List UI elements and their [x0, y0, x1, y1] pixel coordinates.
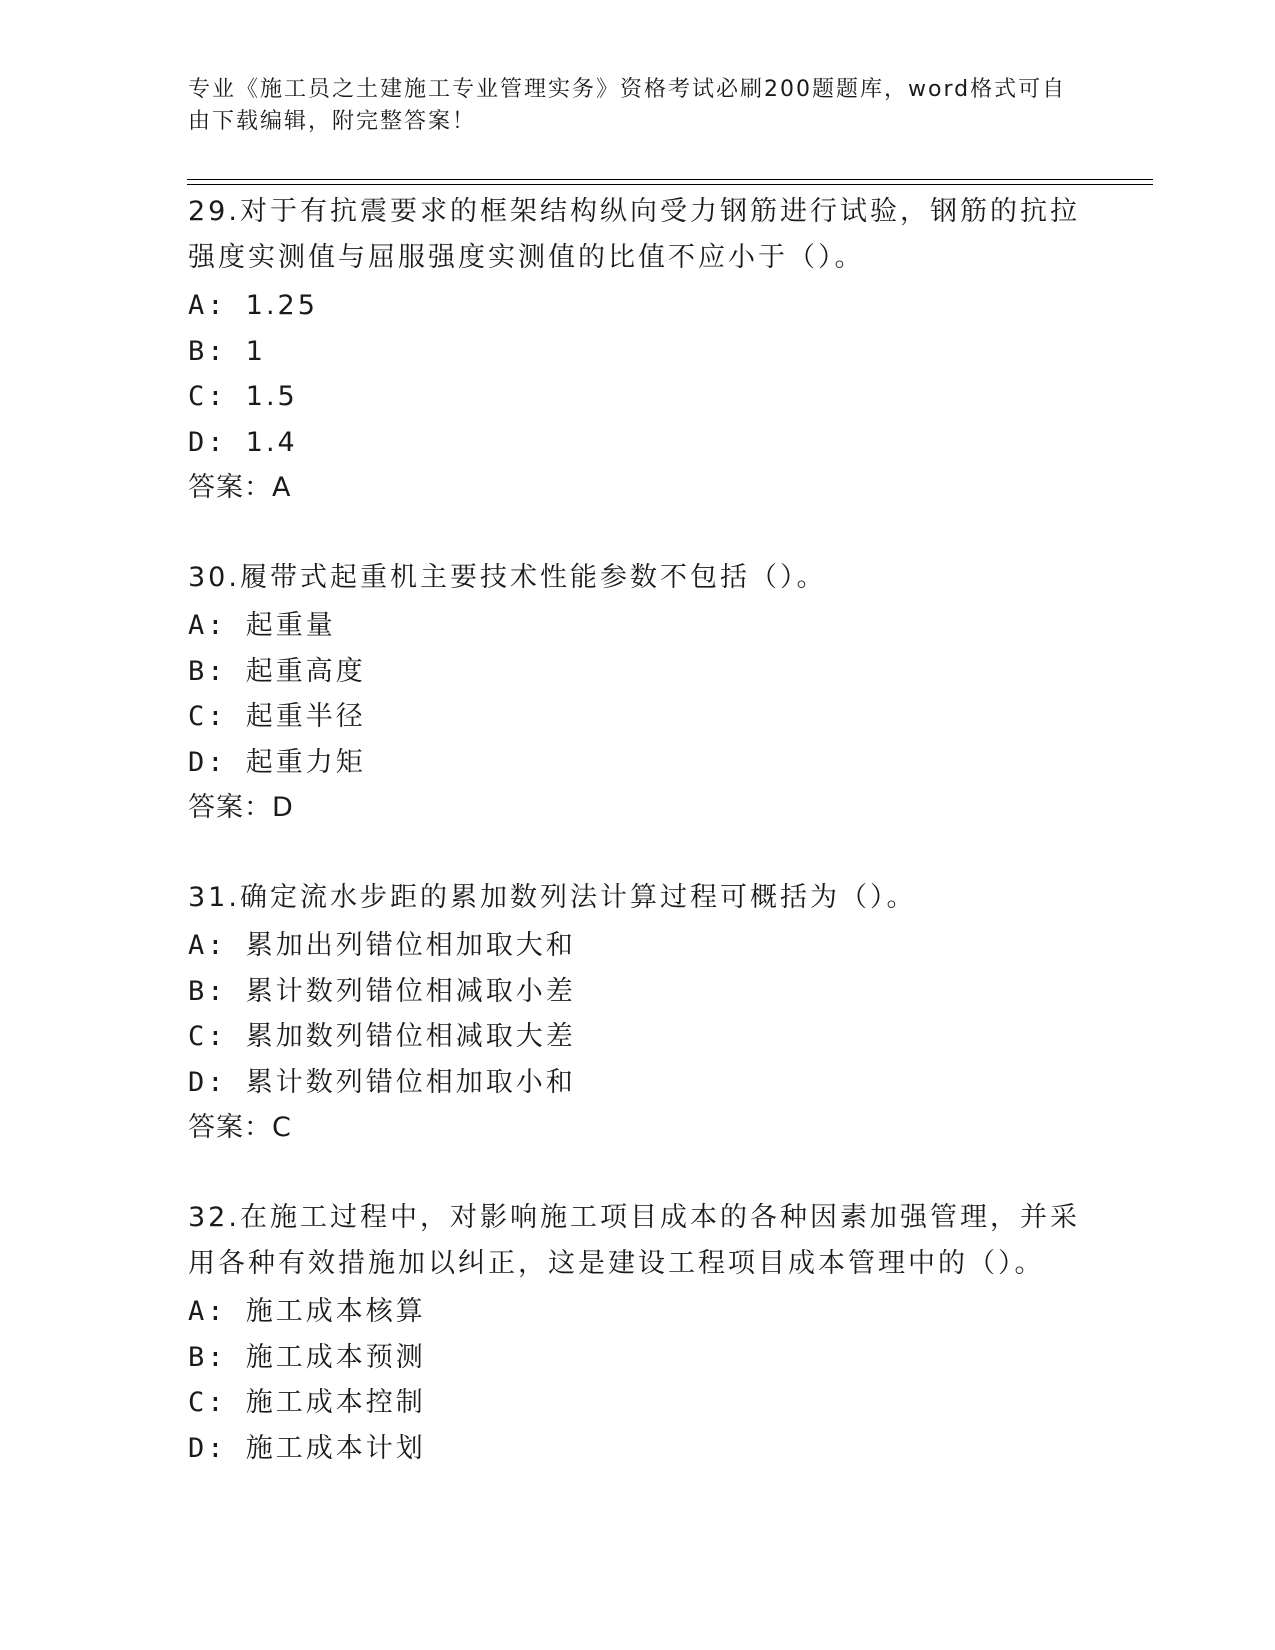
option-c: [188, 694, 1088, 740]
option-text: 1.25: [245, 290, 318, 321]
option-key: A:: [188, 930, 227, 961]
option-text: 累计数列错位相加取小和: [245, 1066, 576, 1098]
option-key: A:: [188, 290, 227, 321]
option-d: [188, 420, 1088, 466]
header-divider-bottom: [187, 184, 1153, 185]
option-key: B:: [188, 655, 227, 687]
question-29: [188, 189, 1088, 511]
option-d: [188, 740, 1088, 786]
question-30: [188, 555, 1088, 831]
option-a: [188, 923, 1088, 969]
option-text: 累计数列错位相减取小差: [245, 975, 576, 1007]
option-b: [188, 649, 1088, 695]
option-text: 1: [245, 335, 266, 367]
option-text: 累加出列错位相加取大和: [245, 930, 576, 961]
option-text: 起重量: [245, 610, 336, 641]
option-key: D:: [188, 1066, 227, 1098]
answer-line: 答案：A: [188, 472, 292, 503]
option-b: [188, 329, 1088, 375]
option-text: 施工成本预测: [245, 1341, 426, 1373]
header-divider-top: [187, 179, 1153, 180]
answer-line: 答案：D: [188, 792, 294, 823]
option-text: 起重力矩: [245, 746, 366, 778]
question-list: [188, 189, 1088, 1515]
document-header: 专业《施工员之土建施工专业管理实务》资格考试必刷200题题库，word格式可自由下载编辑，附完整答案！: [188, 77, 1067, 134]
option-text: 施工成本控制: [245, 1387, 426, 1418]
option-b: [188, 969, 1088, 1015]
option-key: C:: [188, 381, 227, 412]
option-a: [188, 1289, 1088, 1335]
option-a: [188, 283, 1088, 329]
option-text: 起重半径: [245, 701, 366, 732]
option-key: B:: [188, 975, 227, 1007]
question-stem: 29.对于有抗震要求的框架结构纵向受力钢筋进行试验，钢筋的抗拉强度实测值与屈服强度实测值的比值不应小于（）。: [188, 196, 1080, 273]
option-key: D:: [188, 746, 227, 778]
option-d: [188, 1060, 1088, 1106]
option-text: 施工成本核算: [245, 1296, 426, 1327]
option-key: D:: [188, 426, 227, 458]
question-stem: 30.履带式起重机主要技术性能参数不包括（）。: [188, 562, 827, 593]
option-b: [188, 1335, 1088, 1381]
option-text: 累加数列错位相减取大差: [245, 1021, 576, 1052]
option-text: 1.4: [245, 426, 298, 458]
option-key: C:: [188, 701, 227, 732]
option-key: A:: [188, 610, 227, 641]
option-text: 起重高度: [245, 655, 366, 687]
option-key: B:: [188, 335, 227, 367]
option-key: D:: [188, 1432, 227, 1464]
option-c: [188, 1014, 1088, 1060]
option-c: [188, 374, 1088, 420]
option-a: [188, 603, 1088, 649]
option-key: B:: [188, 1341, 227, 1373]
answer-line: 答案：C: [188, 1112, 292, 1143]
option-key: C:: [188, 1021, 227, 1052]
option-text: 施工成本计划: [245, 1432, 426, 1464]
option-key: A:: [188, 1296, 227, 1327]
option-text: 1.5: [245, 381, 298, 412]
option-d: [188, 1426, 1088, 1472]
question-stem: 31.确定流水步距的累加数列法计算过程可概括为（）。: [188, 882, 917, 913]
option-c: [188, 1380, 1088, 1426]
question-32: [188, 1195, 1088, 1471]
question-31: [188, 875, 1088, 1151]
option-key: C:: [188, 1387, 227, 1418]
question-stem: 32.在施工过程中，对影响施工项目成本的各种因素加强管理，并采用各种有效措施加以纠正，这是建设工程项目成本管理中的（）。: [188, 1202, 1080, 1279]
